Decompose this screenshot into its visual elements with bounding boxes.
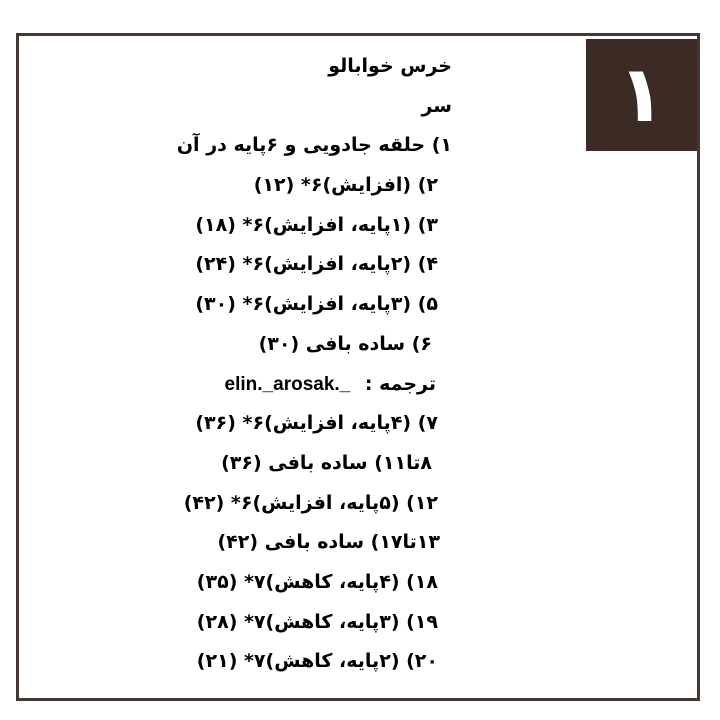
pattern-row: ۱) حلقه جادویی و ۶پایه در آن xyxy=(176,134,452,157)
pattern-row: ۱۹) (۳پایه، کاهش)۷* (۲۸) xyxy=(196,610,438,633)
pattern-row: ۶) ساده بافی (۳۰) xyxy=(258,332,432,355)
pattern-row: ۸تا۱۱) ساده بافی (۳۶) xyxy=(221,451,432,474)
pattern-card xyxy=(16,33,700,701)
pattern-row: ۷) (۴پایه، افزایش)۶* (۳۶) xyxy=(195,412,438,435)
pattern-row: ۵) (۳پایه، افزایش)۶* (۳۰) xyxy=(195,293,438,316)
translator-label: ترجمه : xyxy=(364,372,436,395)
pattern-row: ۴) (۲پایه، افزایش)۶* (۲۴) xyxy=(195,253,438,276)
pattern-row: ۱۸) (۴پایه، کاهش)۷* (۳۵) xyxy=(196,570,438,593)
pattern-row: ۲۰) (۲پایه، کاهش)۷* (۲۱) xyxy=(196,650,438,673)
translator-handle: elin._arosak._ xyxy=(224,373,351,395)
pattern-row: ۳) (۱پایه، افزایش)۶* (۱۸) xyxy=(195,213,438,236)
page-number: ۱ xyxy=(617,50,666,140)
page-number-badge xyxy=(586,39,697,151)
pattern-row: ۱۲) (۵پایه، افزایش)۶* (۴۲) xyxy=(183,491,438,514)
pattern-row: ۲) (افزایش)۶* (۱۲) xyxy=(253,174,438,197)
pattern-title: خرس خوابالو xyxy=(328,55,452,77)
translator-credit xyxy=(177,365,436,405)
pattern-text xyxy=(177,47,452,682)
section-heading: سر xyxy=(421,94,452,117)
pattern-row: ۱۳تا۱۷) ساده بافی (۴۲) xyxy=(217,531,440,554)
